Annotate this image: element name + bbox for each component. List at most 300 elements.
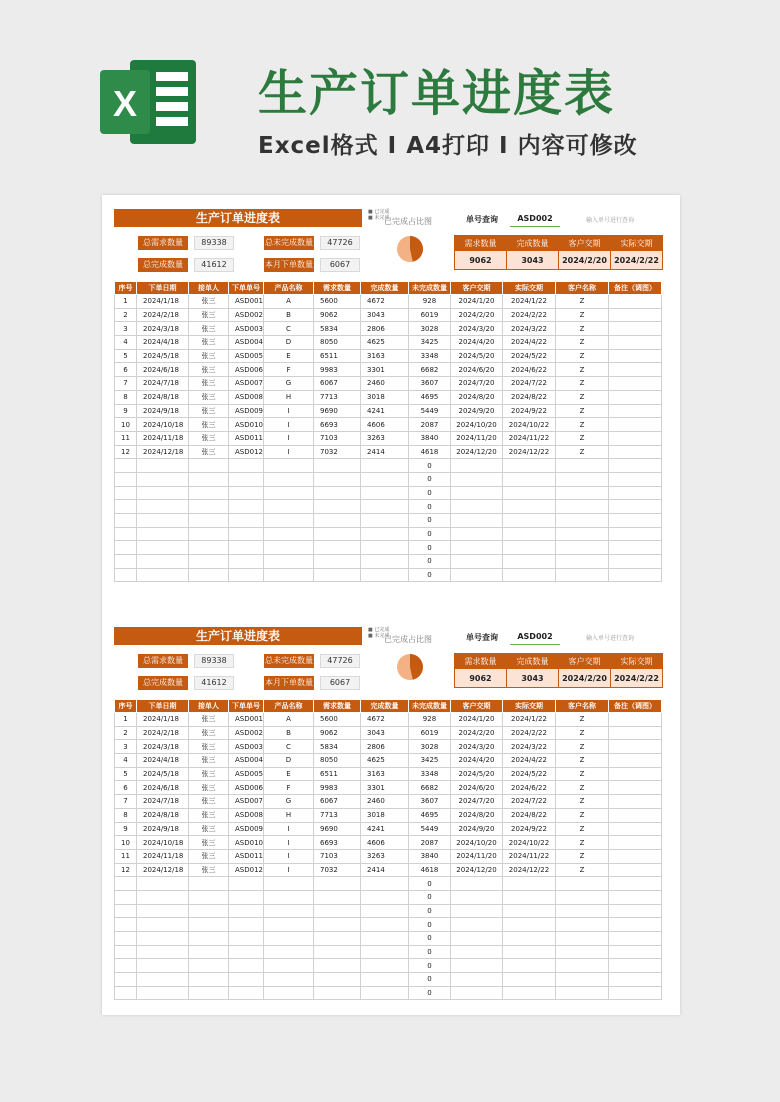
table-cell[interactable] bbox=[555, 986, 608, 1000]
table-cell[interactable]: 6511 bbox=[313, 767, 360, 781]
table-cell[interactable] bbox=[608, 418, 661, 432]
table-cell[interactable] bbox=[608, 555, 661, 569]
table-cell[interactable]: 2024/11/22 bbox=[502, 431, 555, 445]
table-cell[interactable]: 2024/9/20 bbox=[450, 404, 502, 418]
table-cell[interactable]: 7 bbox=[115, 795, 137, 809]
table-cell[interactable]: 2024/6/20 bbox=[450, 363, 502, 377]
table-cell[interactable] bbox=[450, 514, 502, 528]
table-cell[interactable]: ASD005 bbox=[229, 767, 264, 781]
table-cell[interactable]: 0 bbox=[408, 459, 450, 473]
table-cell[interactable] bbox=[137, 877, 189, 891]
table-cell[interactable] bbox=[189, 945, 229, 959]
table-cell[interactable] bbox=[555, 568, 608, 582]
table-cell[interactable] bbox=[608, 808, 661, 822]
table-cell[interactable]: 2024/12/20 bbox=[450, 863, 502, 877]
table-cell[interactable] bbox=[115, 500, 137, 514]
table-cell[interactable] bbox=[502, 890, 555, 904]
table-cell[interactable] bbox=[115, 472, 137, 486]
table-cell[interactable] bbox=[502, 514, 555, 528]
table-cell[interactable] bbox=[450, 459, 502, 473]
table-cell[interactable]: 4 bbox=[115, 754, 137, 768]
table-cell[interactable]: G bbox=[263, 377, 313, 391]
table-cell[interactable]: 2024/4/18 bbox=[137, 754, 189, 768]
table-cell[interactable] bbox=[502, 904, 555, 918]
table-cell[interactable] bbox=[555, 541, 608, 555]
table-cell[interactable]: 张三 bbox=[189, 863, 229, 877]
table-cell[interactable]: 2024/1/20 bbox=[450, 713, 502, 727]
table-cell[interactable] bbox=[229, 932, 264, 946]
table-cell[interactable] bbox=[450, 918, 502, 932]
table-cell[interactable]: 2024/9/20 bbox=[450, 822, 502, 836]
table-cell[interactable]: H bbox=[263, 808, 313, 822]
table-cell[interactable]: ASD007 bbox=[229, 377, 264, 391]
table-cell[interactable]: 3 bbox=[115, 322, 137, 336]
table-cell[interactable]: I bbox=[263, 418, 313, 432]
table-cell[interactable]: 2024/1/18 bbox=[137, 295, 189, 309]
table-cell[interactable]: 0 bbox=[408, 904, 450, 918]
table-cell[interactable]: 0 bbox=[408, 877, 450, 891]
table-cell[interactable] bbox=[189, 472, 229, 486]
table-cell[interactable] bbox=[608, 568, 661, 582]
table-cell[interactable]: 2024/11/18 bbox=[137, 431, 189, 445]
table-cell[interactable]: 张三 bbox=[189, 445, 229, 459]
table-cell[interactable]: Z bbox=[555, 767, 608, 781]
table-cell[interactable]: 8050 bbox=[313, 754, 360, 768]
table-cell[interactable]: 2024/8/22 bbox=[502, 808, 555, 822]
table-cell[interactable] bbox=[608, 890, 661, 904]
table-cell[interactable] bbox=[263, 527, 313, 541]
table-cell[interactable]: 2024/8/20 bbox=[450, 808, 502, 822]
table-cell[interactable]: 0 bbox=[408, 555, 450, 569]
table-cell[interactable] bbox=[313, 890, 360, 904]
table-cell[interactable]: 2 bbox=[115, 308, 137, 322]
table-cell[interactable] bbox=[137, 973, 189, 987]
table-cell[interactable] bbox=[608, 795, 661, 809]
table-cell[interactable] bbox=[313, 959, 360, 973]
table-cell[interactable] bbox=[608, 986, 661, 1000]
table-cell[interactable]: 2024/6/22 bbox=[502, 781, 555, 795]
table-cell[interactable]: 8 bbox=[115, 808, 137, 822]
table-cell[interactable] bbox=[313, 500, 360, 514]
table-cell[interactable]: ASD004 bbox=[229, 754, 264, 768]
table-cell[interactable] bbox=[502, 555, 555, 569]
table-cell[interactable]: 2024/1/22 bbox=[502, 295, 555, 309]
table-cell[interactable]: Z bbox=[555, 726, 608, 740]
table-cell[interactable] bbox=[608, 713, 661, 727]
table-cell[interactable] bbox=[608, 932, 661, 946]
table-cell[interactable]: 4625 bbox=[360, 336, 408, 350]
table-cell[interactable] bbox=[263, 945, 313, 959]
table-cell[interactable] bbox=[313, 555, 360, 569]
table-cell[interactable]: Z bbox=[555, 445, 608, 459]
table-cell[interactable]: 1 bbox=[115, 295, 137, 309]
table-cell[interactable]: 2024/9/18 bbox=[137, 404, 189, 418]
table-cell[interactable]: B bbox=[263, 308, 313, 322]
table-cell[interactable]: 10 bbox=[115, 836, 137, 850]
table-cell[interactable]: G bbox=[263, 795, 313, 809]
table-cell[interactable] bbox=[115, 986, 137, 1000]
table-cell[interactable] bbox=[115, 459, 137, 473]
table-cell[interactable] bbox=[608, 726, 661, 740]
table-cell[interactable]: 7032 bbox=[313, 863, 360, 877]
table-cell[interactable] bbox=[360, 918, 408, 932]
table-cell[interactable] bbox=[263, 932, 313, 946]
table-cell[interactable] bbox=[189, 527, 229, 541]
table-cell[interactable]: 0 bbox=[408, 959, 450, 973]
table-cell[interactable]: Z bbox=[555, 336, 608, 350]
table-cell[interactable]: 3425 bbox=[408, 754, 450, 768]
table-cell[interactable] bbox=[263, 500, 313, 514]
table-cell[interactable]: 0 bbox=[408, 472, 450, 486]
table-cell[interactable]: 3 bbox=[115, 740, 137, 754]
table-cell[interactable] bbox=[115, 904, 137, 918]
table-cell[interactable] bbox=[115, 568, 137, 582]
table-cell[interactable]: 7032 bbox=[313, 445, 360, 459]
table-cell[interactable]: 3348 bbox=[408, 767, 450, 781]
table-cell[interactable] bbox=[608, 918, 661, 932]
table-cell[interactable]: Z bbox=[555, 754, 608, 768]
table-cell[interactable]: 张三 bbox=[189, 795, 229, 809]
table-cell[interactable] bbox=[229, 472, 264, 486]
table-cell[interactable] bbox=[360, 904, 408, 918]
table-cell[interactable]: 3425 bbox=[408, 336, 450, 350]
table-cell[interactable]: 4241 bbox=[360, 822, 408, 836]
table-cell[interactable] bbox=[189, 568, 229, 582]
table-cell[interactable]: 6 bbox=[115, 363, 137, 377]
table-cell[interactable] bbox=[137, 472, 189, 486]
table-cell[interactable]: A bbox=[263, 295, 313, 309]
table-cell[interactable] bbox=[608, 754, 661, 768]
table-cell[interactable]: 2806 bbox=[360, 322, 408, 336]
table-cell[interactable]: 张三 bbox=[189, 336, 229, 350]
table-cell[interactable]: 3301 bbox=[360, 781, 408, 795]
table-cell[interactable]: 3043 bbox=[360, 308, 408, 322]
table-cell[interactable] bbox=[608, 349, 661, 363]
table-cell[interactable] bbox=[137, 500, 189, 514]
table-cell[interactable] bbox=[608, 500, 661, 514]
table-cell[interactable]: 2024/3/20 bbox=[450, 322, 502, 336]
table-cell[interactable]: 4606 bbox=[360, 836, 408, 850]
table-cell[interactable] bbox=[229, 918, 264, 932]
table-cell[interactable] bbox=[502, 486, 555, 500]
table-cell[interactable] bbox=[502, 568, 555, 582]
table-cell[interactable]: 2024/2/18 bbox=[137, 308, 189, 322]
table-cell[interactable] bbox=[555, 973, 608, 987]
table-cell[interactable] bbox=[263, 986, 313, 1000]
table-cell[interactable]: 张三 bbox=[189, 740, 229, 754]
table-cell[interactable]: 2024/5/18 bbox=[137, 349, 189, 363]
table-cell[interactable]: 2 bbox=[115, 726, 137, 740]
table-cell[interactable]: 5600 bbox=[313, 713, 360, 727]
table-cell[interactable]: ASD011 bbox=[229, 431, 264, 445]
table-cell[interactable]: I bbox=[263, 822, 313, 836]
table-cell[interactable]: Z bbox=[555, 431, 608, 445]
table-cell[interactable] bbox=[313, 541, 360, 555]
table-cell[interactable]: 2024/10/20 bbox=[450, 836, 502, 850]
table-cell[interactable] bbox=[360, 486, 408, 500]
table-cell[interactable] bbox=[189, 555, 229, 569]
table-cell[interactable]: 张三 bbox=[189, 363, 229, 377]
table-cell[interactable]: 10 bbox=[115, 418, 137, 432]
table-cell[interactable] bbox=[229, 541, 264, 555]
table-cell[interactable]: ASD012 bbox=[229, 445, 264, 459]
table-cell[interactable] bbox=[608, 295, 661, 309]
table-cell[interactable] bbox=[229, 527, 264, 541]
table-cell[interactable] bbox=[450, 472, 502, 486]
table-cell[interactable]: 张三 bbox=[189, 377, 229, 391]
table-cell[interactable] bbox=[502, 959, 555, 973]
table-cell[interactable]: 2024/5/22 bbox=[502, 349, 555, 363]
table-cell[interactable] bbox=[608, 363, 661, 377]
table-cell[interactable]: 张三 bbox=[189, 713, 229, 727]
table-cell[interactable]: Z bbox=[555, 822, 608, 836]
table-cell[interactable] bbox=[189, 959, 229, 973]
table-cell[interactable] bbox=[137, 945, 189, 959]
table-cell[interactable]: 2414 bbox=[360, 863, 408, 877]
table-cell[interactable] bbox=[608, 836, 661, 850]
table-cell[interactable]: 9062 bbox=[313, 308, 360, 322]
table-cell[interactable] bbox=[313, 904, 360, 918]
table-cell[interactable] bbox=[502, 472, 555, 486]
table-cell[interactable] bbox=[313, 527, 360, 541]
table-cell[interactable]: ASD001 bbox=[229, 295, 264, 309]
table-cell[interactable]: 2024/11/22 bbox=[502, 849, 555, 863]
table-cell[interactable] bbox=[502, 500, 555, 514]
table-cell[interactable] bbox=[313, 945, 360, 959]
table-cell[interactable]: 3263 bbox=[360, 849, 408, 863]
table-cell[interactable]: ASD007 bbox=[229, 795, 264, 809]
table-cell[interactable]: 928 bbox=[408, 713, 450, 727]
table-cell[interactable] bbox=[313, 973, 360, 987]
table-cell[interactable] bbox=[137, 959, 189, 973]
table-cell[interactable]: 2024/10/20 bbox=[450, 418, 502, 432]
table-cell[interactable] bbox=[608, 486, 661, 500]
table-cell[interactable]: H bbox=[263, 390, 313, 404]
table-cell[interactable] bbox=[115, 890, 137, 904]
table-cell[interactable] bbox=[555, 555, 608, 569]
table-cell[interactable]: 5600 bbox=[313, 295, 360, 309]
table-cell[interactable] bbox=[555, 959, 608, 973]
table-cell[interactable]: 2024/6/20 bbox=[450, 781, 502, 795]
table-cell[interactable] bbox=[450, 932, 502, 946]
table-cell[interactable] bbox=[608, 514, 661, 528]
table-cell[interactable]: 0 bbox=[408, 500, 450, 514]
table-cell[interactable] bbox=[229, 568, 264, 582]
table-cell[interactable]: 6682 bbox=[408, 363, 450, 377]
table-cell[interactable] bbox=[137, 986, 189, 1000]
table-cell[interactable]: 2024/4/22 bbox=[502, 754, 555, 768]
table-cell[interactable]: 张三 bbox=[189, 418, 229, 432]
table-cell[interactable]: I bbox=[263, 445, 313, 459]
table-cell[interactable]: ASD002 bbox=[229, 726, 264, 740]
table-cell[interactable]: 4695 bbox=[408, 390, 450, 404]
table-cell[interactable]: 9062 bbox=[313, 726, 360, 740]
table-cell[interactable]: 2024/8/20 bbox=[450, 390, 502, 404]
table-cell[interactable] bbox=[450, 541, 502, 555]
table-cell[interactable]: 2024/4/22 bbox=[502, 336, 555, 350]
table-cell[interactable] bbox=[450, 877, 502, 891]
table-cell[interactable]: 6019 bbox=[408, 308, 450, 322]
table-cell[interactable] bbox=[229, 486, 264, 500]
table-cell[interactable] bbox=[360, 541, 408, 555]
table-cell[interactable] bbox=[502, 877, 555, 891]
table-cell[interactable]: 0 bbox=[408, 918, 450, 932]
table-cell[interactable]: 2024/6/18 bbox=[137, 781, 189, 795]
table-cell[interactable] bbox=[502, 459, 555, 473]
table-cell[interactable]: 3043 bbox=[360, 726, 408, 740]
order-query-input[interactable]: ASD002 bbox=[510, 214, 560, 227]
table-cell[interactable]: 6019 bbox=[408, 726, 450, 740]
table-cell[interactable] bbox=[263, 973, 313, 987]
table-cell[interactable] bbox=[450, 500, 502, 514]
table-cell[interactable]: 4618 bbox=[408, 445, 450, 459]
table-cell[interactable]: 6682 bbox=[408, 781, 450, 795]
table-cell[interactable]: 0 bbox=[408, 486, 450, 500]
table-cell[interactable]: I bbox=[263, 431, 313, 445]
table-cell[interactable] bbox=[502, 918, 555, 932]
table-cell[interactable] bbox=[450, 959, 502, 973]
table-cell[interactable]: 2460 bbox=[360, 377, 408, 391]
table-cell[interactable] bbox=[502, 945, 555, 959]
table-cell[interactable]: ASD006 bbox=[229, 781, 264, 795]
table-cell[interactable]: 2024/10/18 bbox=[137, 418, 189, 432]
table-cell[interactable] bbox=[263, 959, 313, 973]
table-cell[interactable] bbox=[115, 527, 137, 541]
table-cell[interactable] bbox=[229, 555, 264, 569]
table-cell[interactable]: 5 bbox=[115, 767, 137, 781]
table-cell[interactable] bbox=[263, 568, 313, 582]
table-cell[interactable]: 4672 bbox=[360, 295, 408, 309]
table-cell[interactable] bbox=[189, 486, 229, 500]
table-cell[interactable]: 3163 bbox=[360, 767, 408, 781]
table-cell[interactable] bbox=[608, 541, 661, 555]
table-cell[interactable]: ASD009 bbox=[229, 822, 264, 836]
table-cell[interactable] bbox=[450, 890, 502, 904]
table-cell[interactable]: 张三 bbox=[189, 781, 229, 795]
table-cell[interactable] bbox=[229, 514, 264, 528]
table-cell[interactable] bbox=[360, 527, 408, 541]
table-cell[interactable] bbox=[608, 863, 661, 877]
table-cell[interactable]: 4 bbox=[115, 336, 137, 350]
table-cell[interactable] bbox=[450, 904, 502, 918]
table-cell[interactable]: D bbox=[263, 754, 313, 768]
table-cell[interactable] bbox=[137, 459, 189, 473]
table-cell[interactable] bbox=[189, 986, 229, 1000]
table-cell[interactable] bbox=[115, 932, 137, 946]
table-cell[interactable]: 2024/7/22 bbox=[502, 795, 555, 809]
table-cell[interactable] bbox=[115, 973, 137, 987]
table-cell[interactable] bbox=[555, 877, 608, 891]
table-cell[interactable] bbox=[189, 514, 229, 528]
table-cell[interactable]: Z bbox=[555, 404, 608, 418]
table-cell[interactable] bbox=[608, 336, 661, 350]
table-cell[interactable]: 张三 bbox=[189, 431, 229, 445]
table-cell[interactable]: 9 bbox=[115, 404, 137, 418]
table-cell[interactable]: 张三 bbox=[189, 308, 229, 322]
table-cell[interactable]: Z bbox=[555, 849, 608, 863]
table-cell[interactable]: 2024/12/22 bbox=[502, 445, 555, 459]
table-cell[interactable]: 0 bbox=[408, 986, 450, 1000]
table-cell[interactable]: 7103 bbox=[313, 431, 360, 445]
table-cell[interactable]: 5449 bbox=[408, 822, 450, 836]
table-cell[interactable]: 0 bbox=[408, 945, 450, 959]
table-cell[interactable]: F bbox=[263, 363, 313, 377]
table-cell[interactable]: 4695 bbox=[408, 808, 450, 822]
table-cell[interactable] bbox=[555, 459, 608, 473]
table-cell[interactable] bbox=[555, 527, 608, 541]
order-query-input[interactable]: ASD002 bbox=[510, 632, 560, 645]
table-cell[interactable] bbox=[229, 459, 264, 473]
table-cell[interactable] bbox=[189, 932, 229, 946]
table-cell[interactable]: 2024/5/20 bbox=[450, 767, 502, 781]
table-cell[interactable] bbox=[229, 959, 264, 973]
table-cell[interactable] bbox=[137, 904, 189, 918]
table-cell[interactable] bbox=[360, 500, 408, 514]
table-cell[interactable] bbox=[555, 472, 608, 486]
table-cell[interactable]: 4241 bbox=[360, 404, 408, 418]
table-cell[interactable] bbox=[313, 514, 360, 528]
table-cell[interactable] bbox=[115, 945, 137, 959]
table-cell[interactable] bbox=[313, 472, 360, 486]
table-cell[interactable] bbox=[137, 918, 189, 932]
table-cell[interactable]: 3607 bbox=[408, 795, 450, 809]
table-cell[interactable] bbox=[450, 973, 502, 987]
table-cell[interactable]: Z bbox=[555, 418, 608, 432]
table-cell[interactable] bbox=[189, 890, 229, 904]
table-cell[interactable]: 2024/7/20 bbox=[450, 377, 502, 391]
table-cell[interactable] bbox=[450, 555, 502, 569]
table-cell[interactable]: 7713 bbox=[313, 390, 360, 404]
table-cell[interactable]: 5834 bbox=[313, 740, 360, 754]
table-cell[interactable] bbox=[313, 932, 360, 946]
table-cell[interactable]: ASD005 bbox=[229, 349, 264, 363]
table-cell[interactable]: 2024/9/22 bbox=[502, 404, 555, 418]
table-cell[interactable] bbox=[608, 767, 661, 781]
table-cell[interactable] bbox=[263, 904, 313, 918]
table-cell[interactable]: Z bbox=[555, 795, 608, 809]
table-cell[interactable]: 2024/1/20 bbox=[450, 295, 502, 309]
table-cell[interactable]: 3018 bbox=[360, 390, 408, 404]
table-cell[interactable]: Z bbox=[555, 781, 608, 795]
table-cell[interactable] bbox=[450, 527, 502, 541]
table-cell[interactable]: ASD008 bbox=[229, 808, 264, 822]
table-cell[interactable] bbox=[608, 781, 661, 795]
table-cell[interactable]: ASD010 bbox=[229, 836, 264, 850]
table-cell[interactable]: 3607 bbox=[408, 377, 450, 391]
table-cell[interactable]: 0 bbox=[408, 890, 450, 904]
table-cell[interactable]: 928 bbox=[408, 295, 450, 309]
table-cell[interactable] bbox=[608, 527, 661, 541]
table-cell[interactable] bbox=[608, 472, 661, 486]
table-cell[interactable]: 7103 bbox=[313, 849, 360, 863]
table-cell[interactable]: 2024/3/22 bbox=[502, 740, 555, 754]
table-cell[interactable]: 2024/5/22 bbox=[502, 767, 555, 781]
table-cell[interactable] bbox=[263, 918, 313, 932]
table-cell[interactable] bbox=[263, 459, 313, 473]
table-cell[interactable]: ASD002 bbox=[229, 308, 264, 322]
table-cell[interactable]: C bbox=[263, 322, 313, 336]
table-cell[interactable] bbox=[263, 486, 313, 500]
table-cell[interactable] bbox=[360, 932, 408, 946]
table-cell[interactable] bbox=[608, 877, 661, 891]
table-cell[interactable] bbox=[608, 822, 661, 836]
table-cell[interactable]: C bbox=[263, 740, 313, 754]
table-cell[interactable] bbox=[313, 986, 360, 1000]
table-cell[interactable] bbox=[137, 568, 189, 582]
table-cell[interactable]: 2024/1/22 bbox=[502, 713, 555, 727]
table-cell[interactable]: 3301 bbox=[360, 363, 408, 377]
table-cell[interactable]: ASD012 bbox=[229, 863, 264, 877]
